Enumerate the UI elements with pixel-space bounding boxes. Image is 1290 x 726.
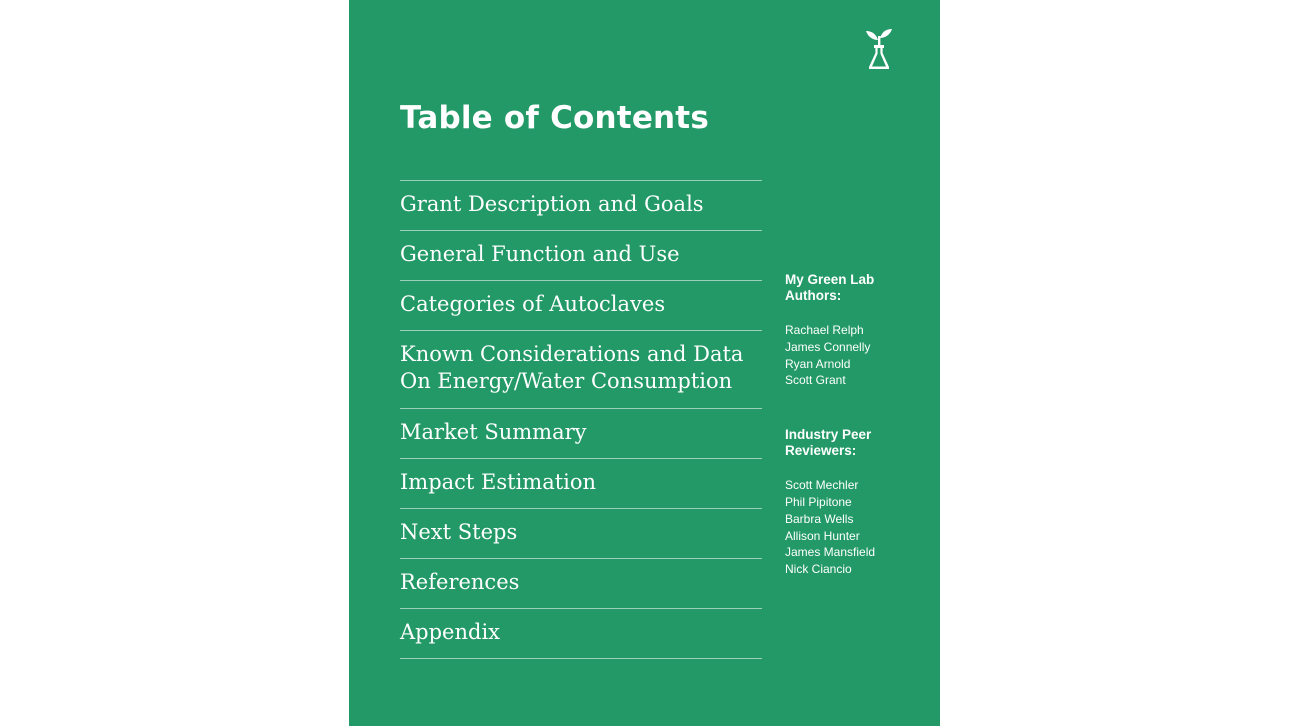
authors-heading: My Green Lab Authors: xyxy=(785,272,875,303)
reviewers-list xyxy=(785,477,935,578)
toc-entry[interactable] xyxy=(400,281,762,331)
author-name: Rachael Relph xyxy=(785,323,864,337)
reviewer-name: Nick Ciancio xyxy=(785,562,852,577)
toc-entry-label: Grant Description and Goals xyxy=(400,192,704,216)
reviewer-name: Barbra Wells xyxy=(785,511,854,526)
document-page xyxy=(349,0,940,726)
toc-entry-label: Categories of Autoclaves xyxy=(400,292,666,316)
author-name: Scott Grant xyxy=(785,373,846,388)
toc-entry[interactable] xyxy=(400,509,762,559)
reviewer-name: Allison Hunter xyxy=(785,528,860,543)
toc-entry[interactable] xyxy=(400,231,762,281)
toc-entry-label: General Function and Use xyxy=(400,242,680,266)
reviewer-name: Phil Pipitone xyxy=(785,494,852,509)
toc-entry[interactable] xyxy=(400,181,762,231)
toc-entry-label: Appendix xyxy=(400,620,501,644)
toc-entry-label: Impact Estimation xyxy=(400,470,597,494)
toc-entry[interactable] xyxy=(400,609,762,659)
authors-list xyxy=(785,322,935,389)
toc-entry-label: Next Steps xyxy=(400,520,518,544)
toc-entry[interactable] xyxy=(400,409,762,459)
toc-entry[interactable] xyxy=(400,459,762,509)
reviewer-name: Scott Mechler xyxy=(785,478,859,493)
flask-sprout-icon xyxy=(864,27,894,71)
reviewer-name: James Mansfield xyxy=(785,545,876,560)
toc-entry-label: References xyxy=(400,570,520,594)
author-name: Ryan Arnold xyxy=(785,356,851,371)
toc-entry-label: Known Considerations and Data On Energy/Water Consumption xyxy=(400,342,744,393)
toc-entry[interactable] xyxy=(400,559,762,609)
author-name: James Connelly xyxy=(785,339,871,354)
credits-sidebar xyxy=(785,272,935,578)
toc-entry-label: Market Summary xyxy=(400,420,587,444)
toc-entry[interactable] xyxy=(400,331,762,409)
table-of-contents xyxy=(400,180,762,659)
page-title: Table of Contents xyxy=(400,100,709,136)
reviewers-heading: Industry Peer Reviewers: xyxy=(785,427,872,459)
